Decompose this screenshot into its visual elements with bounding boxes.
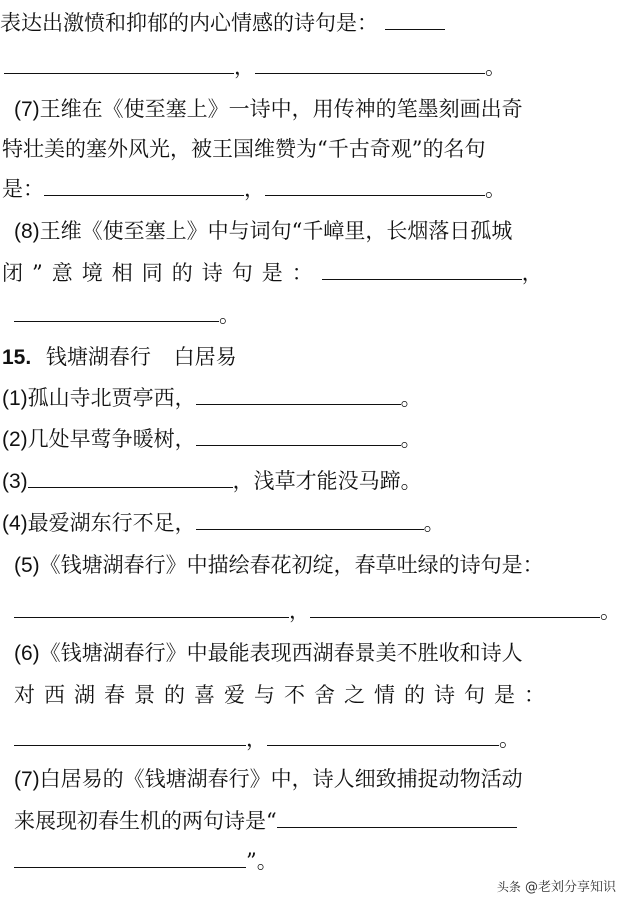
poem-question-2 <box>0 424 640 455</box>
answer-blank[interactable] <box>265 175 485 196</box>
period: 。 <box>400 427 422 451</box>
question-number: (8) <box>14 220 40 243</box>
comma: ， <box>246 727 267 751</box>
poem-question-3 <box>0 466 640 497</box>
answer-blank[interactable] <box>4 53 234 74</box>
toutiao-logo: 头条 <box>496 880 521 894</box>
closing-quote-period: ”。 <box>246 849 278 873</box>
watermark-text: @老刘分享知识 <box>524 880 616 895</box>
poem-question-7-line-2 <box>0 806 640 836</box>
question-text: 白居易的《钱塘湖春行》中，诗人细致捕捉动物活动 <box>39 767 523 791</box>
poem-question-6-line-1 <box>0 638 640 669</box>
question-number: (1) <box>2 387 28 410</box>
answer-blank[interactable] <box>255 53 485 74</box>
poem-question-7-line-1 <box>0 764 640 795</box>
poem-question-5-line-1 <box>0 550 640 581</box>
question-text: 《钱塘湖春行》中最能表现西湖春景美不胜收和诗人 <box>39 641 523 665</box>
question-8-line-2 <box>0 258 640 288</box>
question-7-line-2 <box>0 134 640 164</box>
period: 。 <box>600 599 621 623</box>
question-number: (6) <box>14 642 40 665</box>
question-7-line-3 <box>0 174 640 204</box>
comma: ， <box>244 177 265 201</box>
intro-line-2 <box>0 52 640 82</box>
question-text: 王维《使至塞上》中与词句“千嶂里，长烟落日孤城 <box>39 219 513 243</box>
question-text: 闭”意境相同的诗句是： <box>2 261 322 285</box>
question-7-line-1 <box>0 94 640 125</box>
answer-blank[interactable] <box>14 725 246 746</box>
answer-blank[interactable] <box>322 259 522 280</box>
question-number: (2) <box>2 428 28 451</box>
question-number: (3) <box>2 470 28 493</box>
period: 。 <box>423 511 445 535</box>
comma: ， <box>521 261 543 285</box>
question-8-line-3 <box>0 300 640 330</box>
answer-blank[interactable] <box>267 725 499 746</box>
period: 。 <box>400 386 422 410</box>
answer-blank[interactable] <box>196 425 401 446</box>
poem-question-5-line-2 <box>0 596 640 626</box>
question-text: 《钱塘湖春行》中描绘春花初绽，春草吐绿的诗句是： <box>39 553 544 577</box>
answer-blank[interactable] <box>196 509 424 530</box>
question-text: 最爱湖东行不足， <box>27 511 196 535</box>
poem-author: 白居易 <box>173 345 237 369</box>
period: 。 <box>485 177 506 201</box>
answer-blank[interactable] <box>277 807 517 828</box>
question-text: 是： <box>2 177 44 201</box>
section-number: 15. <box>2 346 32 369</box>
question-text: 对西湖春景的喜爱与不舍之情的诗句是： <box>14 683 554 707</box>
answer-blank[interactable] <box>14 847 246 868</box>
answer-blank[interactable] <box>28 467 233 488</box>
poem-question-1 <box>0 383 640 414</box>
intro-text: 表达出激愤和抑郁的内心情感的诗句是： <box>0 11 378 35</box>
question-number: (4) <box>2 512 28 535</box>
poem-question-4 <box>0 508 640 539</box>
comma: ， <box>289 599 310 623</box>
question-text: 王维在《使至塞上》一诗中，用传神的笔墨刻画出奇 <box>39 97 523 121</box>
question-text: 几处早莺争暖树， <box>27 427 196 451</box>
question-text: 特壮美的塞外风光，被王国维赞为“千古奇观”的名句 <box>2 137 486 161</box>
question-text: 来展现初春生机的两句诗是“ <box>14 809 277 833</box>
answer-blank[interactable] <box>14 301 219 322</box>
question-number: (7) <box>14 98 40 121</box>
question-8-line-1 <box>0 216 640 247</box>
intro-line-1 <box>0 8 640 38</box>
answer-blank[interactable] <box>196 384 401 405</box>
answer-blank[interactable] <box>44 175 244 196</box>
comma: ， <box>234 55 255 79</box>
answer-blank[interactable] <box>385 9 445 30</box>
question-text: 孤山寺北贾亭西， <box>27 386 196 410</box>
poem-question-7-line-3 <box>0 846 640 876</box>
poem-question-6-line-3 <box>0 724 640 754</box>
period: 。 <box>499 727 520 751</box>
period: 。 <box>219 303 240 327</box>
answer-blank[interactable] <box>14 597 289 618</box>
question-number: (7) <box>14 768 40 791</box>
poem-question-6-line-2 <box>0 680 640 710</box>
section-15-heading <box>0 342 640 373</box>
period: 。 <box>485 55 506 79</box>
question-number: (5) <box>14 554 40 577</box>
question-text: ，浅草才能没马蹄。 <box>232 469 422 493</box>
answer-blank[interactable] <box>310 597 600 618</box>
watermark <box>497 876 616 895</box>
poem-title: 钱塘湖春行 <box>45 345 151 369</box>
